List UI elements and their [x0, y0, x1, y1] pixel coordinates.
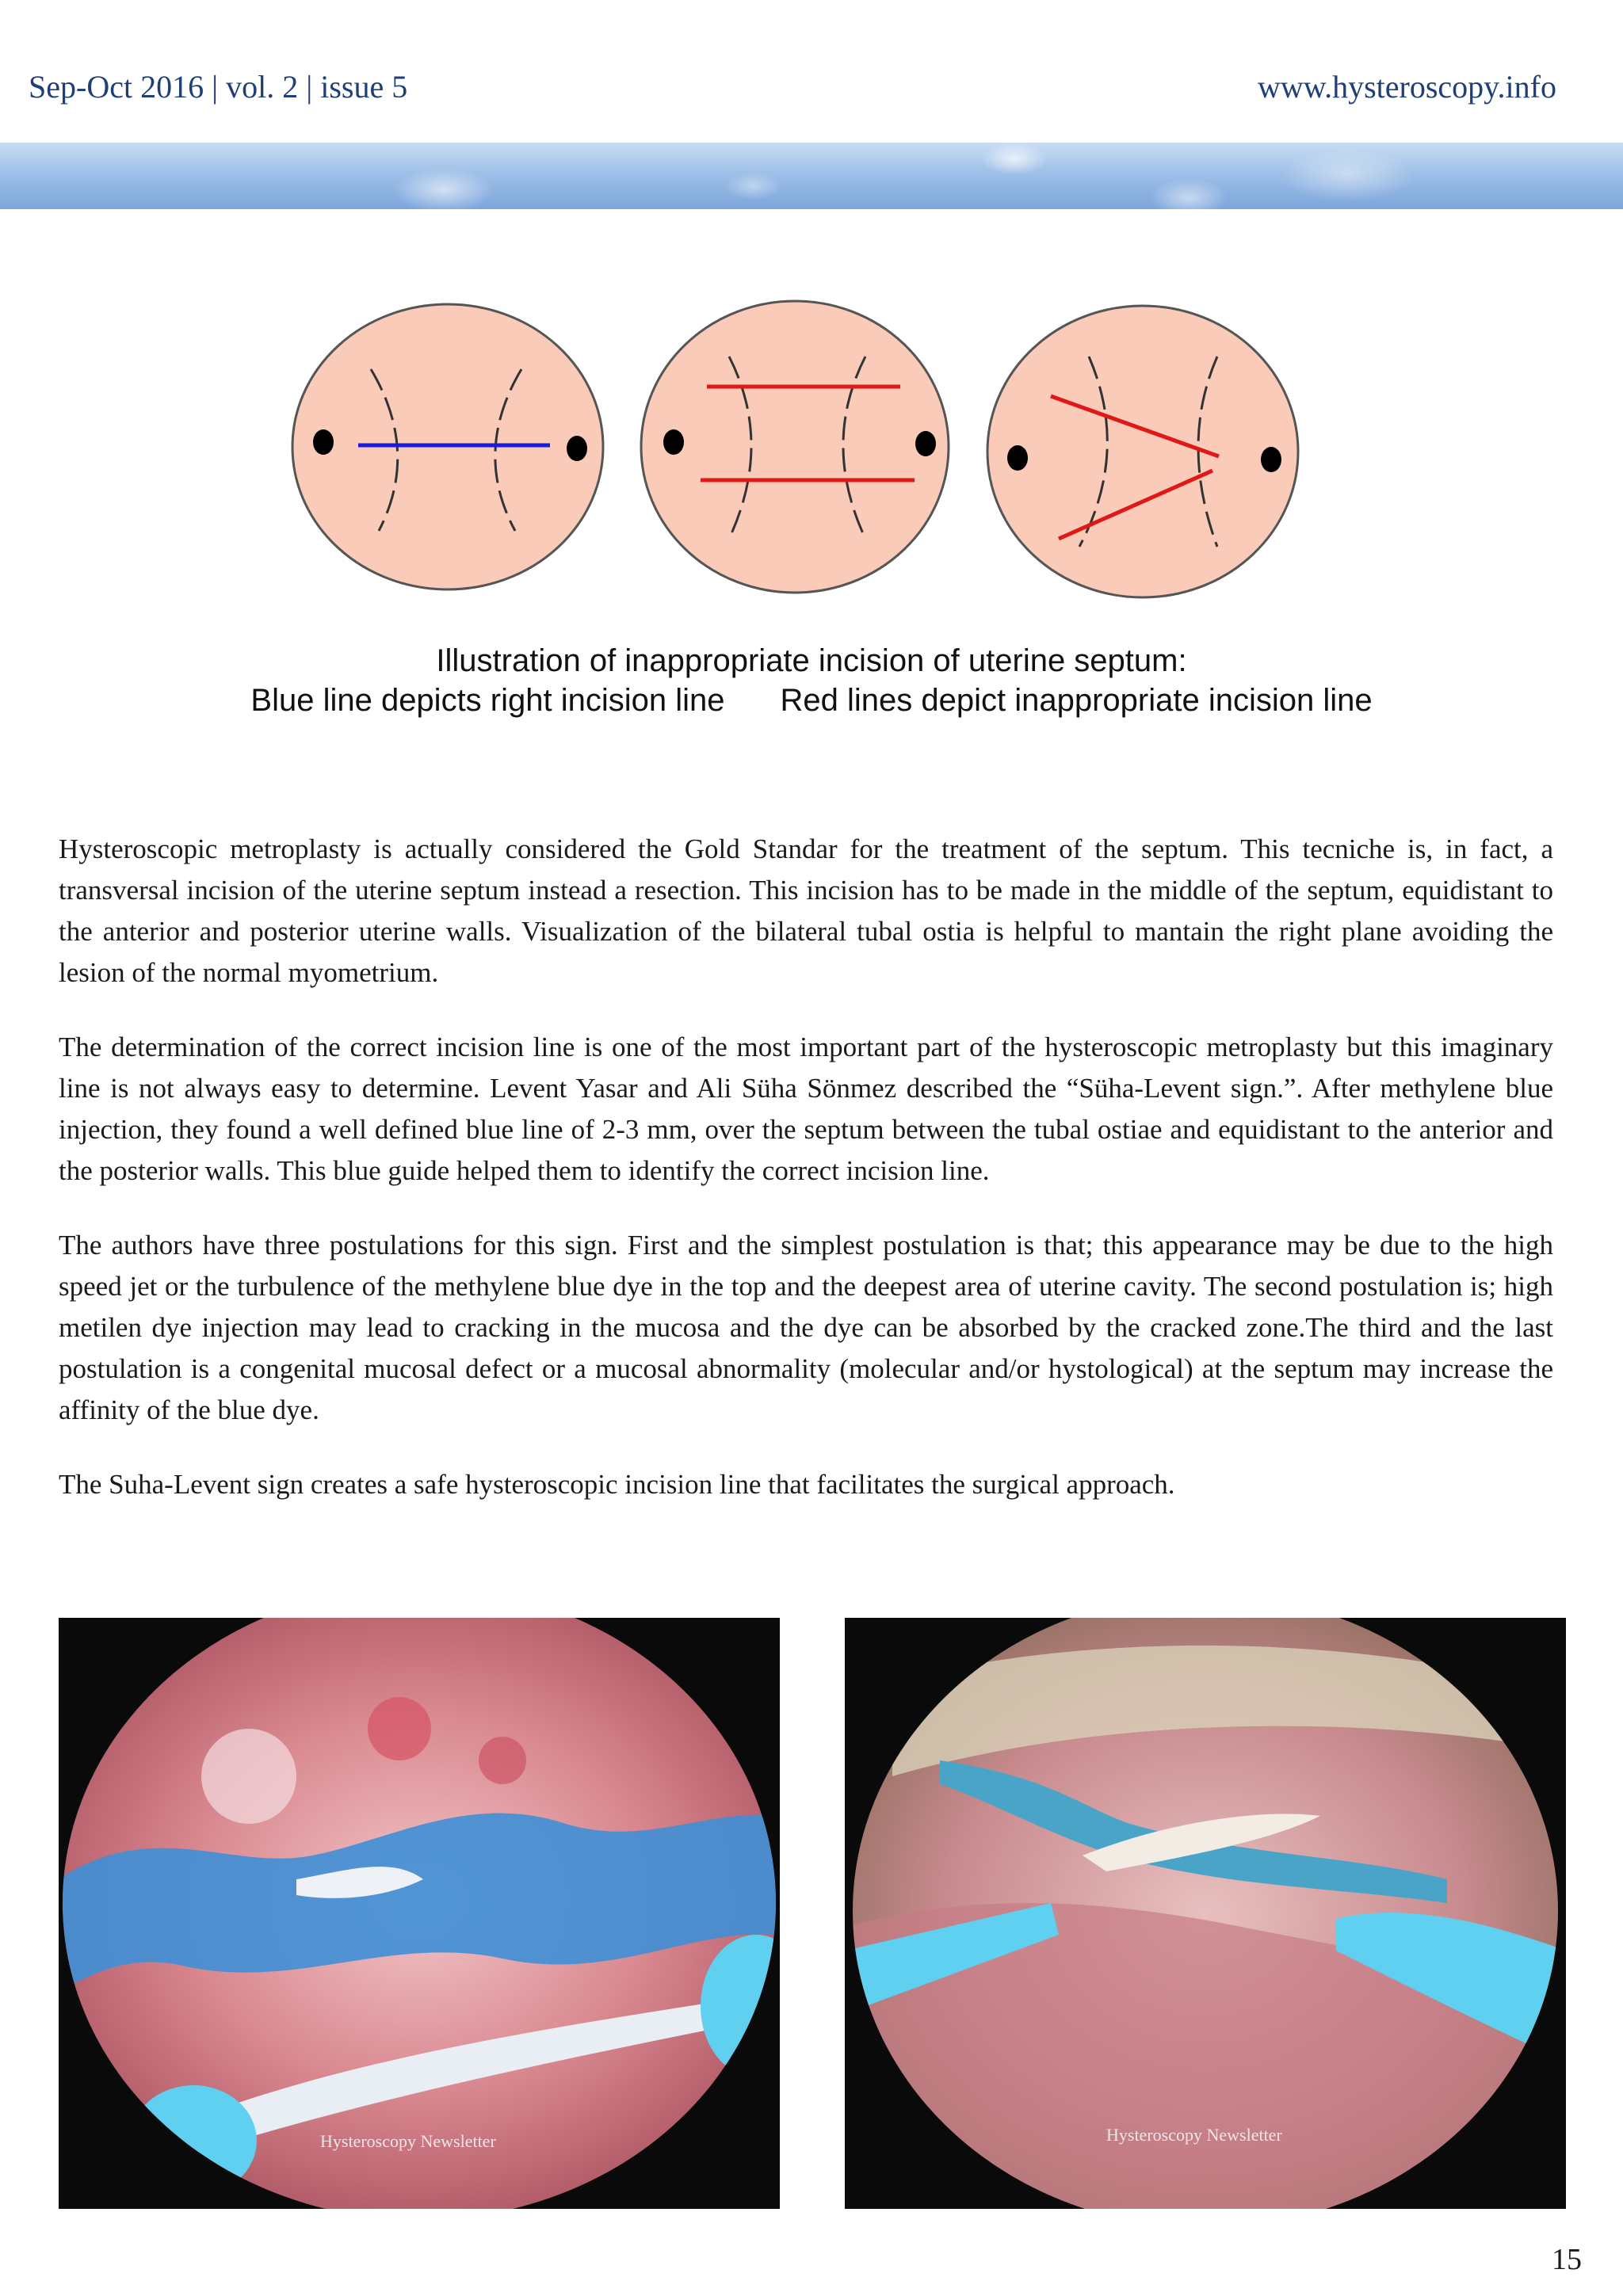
tubal-ostium-left — [313, 429, 334, 455]
figure-caption-title: Illustration of inappropriate incision of uterine septum: — [436, 643, 1187, 678]
photo-credit: Hysteroscopy Newsletter — [320, 2131, 496, 2151]
photo-2-image — [845, 1618, 1566, 2209]
issue-info: Sep-Oct 2016 | vol. 2 | issue 5 — [29, 69, 408, 105]
caption-blue-line: Blue line depicts right incision line — [250, 683, 725, 718]
hysteroscopy-photo-2 — [845, 1618, 1566, 2209]
header-banner — [0, 143, 1623, 209]
article-body — [59, 829, 1553, 1539]
website-url[interactable]: www.hysteroscopy.info — [1258, 69, 1556, 105]
photo-1-image — [59, 1618, 780, 2209]
tubal-ostium-left — [663, 429, 684, 455]
diagram-panel-wrong-parallel — [641, 301, 949, 593]
tubal-ostium-right — [567, 436, 587, 461]
diagram-panel-wrong-oblique — [987, 306, 1298, 597]
figure-caption-legend — [0, 683, 1623, 719]
uterus-outline — [641, 301, 949, 593]
uterus-outline — [987, 306, 1298, 597]
page-number: 15 — [1552, 2243, 1582, 2276]
paragraph: The authors have three postulations for this sign. First and the simplest postulation is that; this appearance may be due to the high speed jet or the turbulence of the methylene blue dye in the top and the deepest area of uterine cavity. The second postulation is; high metilen dye injection may lead to cracking in the mucosa and the dye can be absorbed by the cracked zone.The third and the last postulation is a congenital mucosal defect or a mucosal abnormality (molecular and/or hystological) at the septum may increase the affinity of the blue dye. — [59, 1230, 1553, 1425]
paragraph: Hysteroscopic metroplasty is actually considered the Gold Standar for the treatment of the septum. This tecniche is, in fact, a transversal incision of the uterine septum instead a resection. This incision has to be made in the middle of the septum, equidistant to the anterior and posterior uterine walls. Visualization of the bilateral tubal ostia is helpful to mantain the right plane avoiding the lesion of the normal myometrium. — [59, 833, 1553, 988]
paragraph: The Suha-Levent sign creates a safe hysteroscopic incision line that facilitates the surgical approach. — [59, 1469, 1175, 1500]
paragraph: The determination of the correct incision line is one of the most important part of the hysteroscopic metroplasty but this imaginary line is not always easy to determine. Levent Yasar and Ali Süha Sönmez described the “Süha-Levent sign.”. After methylene blue injection, they found a well defined blue line of 2-3 mm, over the septum between the tubal ostiae and equidistant to the anterior and the posterior walls. This blue guide helped them to identify the correct incision line. — [59, 1032, 1553, 1186]
diagram-panel-correct — [292, 304, 603, 589]
caption-red-lines: Red lines depict inappropriate incision line — [780, 683, 1373, 718]
photo-credit: Hysteroscopy Newsletter — [1106, 2125, 1282, 2145]
tubal-ostium-right — [915, 431, 936, 456]
septum-incision-diagram — [285, 293, 1308, 610]
tubal-ostium-right — [1261, 447, 1281, 472]
tubal-ostium-left — [1007, 445, 1028, 471]
hysteroscopy-photo-1 — [59, 1618, 780, 2209]
